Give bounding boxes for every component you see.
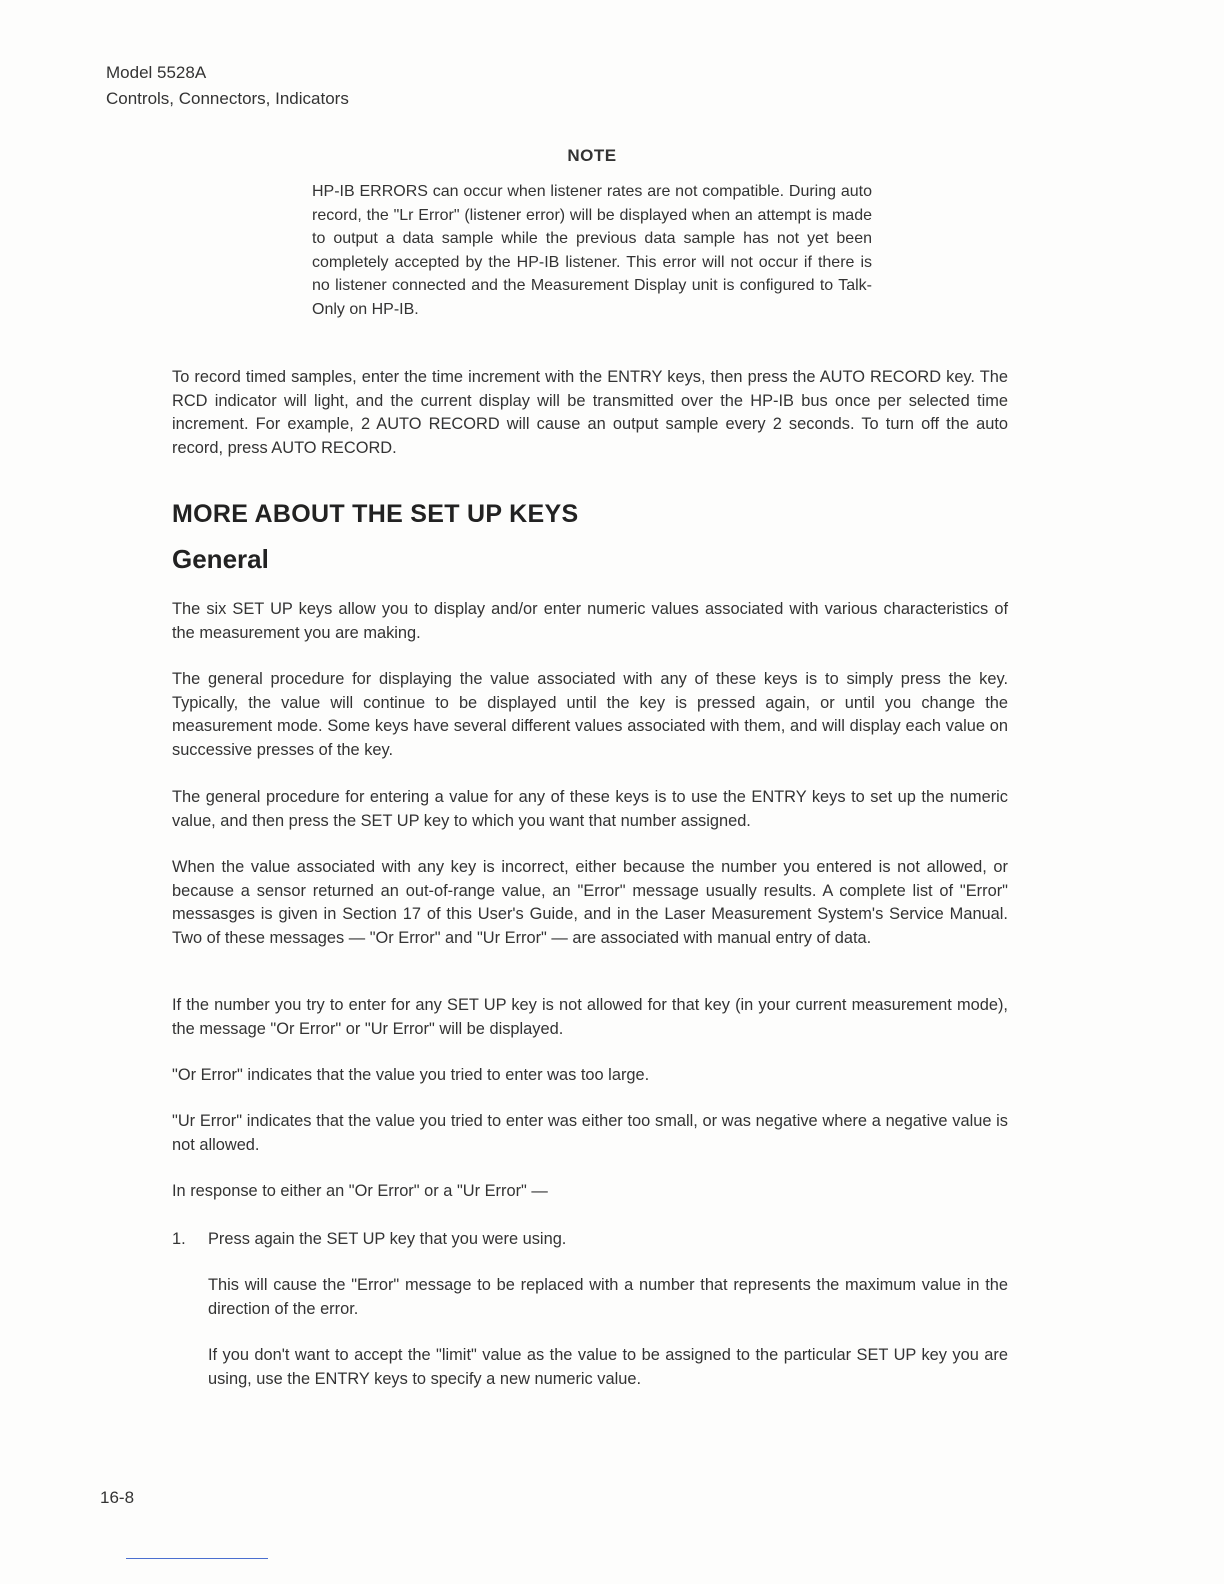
body-paragraph-1: The six SET UP keys allow you to display and/or enter numeric values associated with various characteristics of the measurement you are making. [172,600,1008,642]
header-section: Controls, Connectors, Indicators [106,89,349,108]
body-paragraph-4: When the value associated with any key is incorrect, either because the number you entered is not allowed, or because a sensor returned an out-of-range value, an "Error" message usually results. A complete list of "Error" messasges is given in Section 17 of this User's Guide, and in the Laser Measurement System's Service Manual. Two of these messages — "Or Error" and "Ur Error" — are associated with manual entry of data. [172,858,1008,947]
running-header [106,60,349,112]
body-paragraph-8: In response to either an "Or Error" or a "Ur Error" — [172,1182,548,1200]
note-heading: NOTE [567,146,617,165]
list-item-detail-2: If you don't want to accept the "limit" value as the value to be assigned to the particular SET UP key you are using, use the ENTRY keys to specify a new numeric value. [208,1346,1008,1388]
note-text: HP-IB ERRORS can occur when listener rates are not compatible. During auto record, the "Lr Error" (listener error) will be displayed when an attempt is made to output a data sample while the previous data sample has not yet been completely accepted by the HP-IB listener. This error will not occur if there is no listener connected and the Measurement Display unit is configured to Talk-Only on HP-IB. [312,183,872,318]
subsection-title: General [172,544,269,574]
list-item-number: 1. [172,1230,186,1248]
body-paragraph-2: The general procedure for displaying the value associated with any of these keys is to simply press the key. Typically, the value will continue to be displayed until the key is pressed again, or until you change the measurement mode. Some keys have several different values associated with them, and will display each value on successive presses of the key. [172,670,1008,759]
list-item-text: Press again the SET UP key that you were using. [208,1230,567,1248]
body-paragraph-3: The general procedure for entering a value for any of these keys is to use the ENTRY keys to set up the numeric value, and then press the SET UP key to which you want that number assigned. [172,788,1008,830]
list-item [172,1228,1008,1252]
bottom-rule [126,1558,268,1559]
header-model: Model 5528A [106,63,207,82]
list-item-detail-1: This will cause the "Error" message to be replaced with a number that represents the maximum value in the direction of the error. [208,1276,1008,1318]
body-paragraph-6: "Or Error" indicates that the value you tried to enter was too large. [172,1066,650,1084]
auto-record-paragraph: To record timed samples, enter the time increment with the ENTRY keys, then press the AUTO RECORD key. The RCD indicator will light, and the current display will be transmitted over the HP-IB bus once per selected time increment. For example, 2 AUTO RECORD will cause an output sample every 2 seconds. To turn off the auto record, press AUTO RECORD. [172,368,1008,457]
body-paragraph-5: If the number you try to enter for any SET UP key is not allowed for that key (in your current measurement mode), the message "Or Error" or "Ur Error" will be displayed. [172,996,1008,1038]
page-number: 16-8 [100,1488,135,1507]
body-paragraph-7: "Ur Error" indicates that the value you tried to enter was either too small, or was negative where a negative value is not allowed. [172,1112,1008,1154]
section-title: MORE ABOUT THE SET UP KEYS [172,500,579,528]
